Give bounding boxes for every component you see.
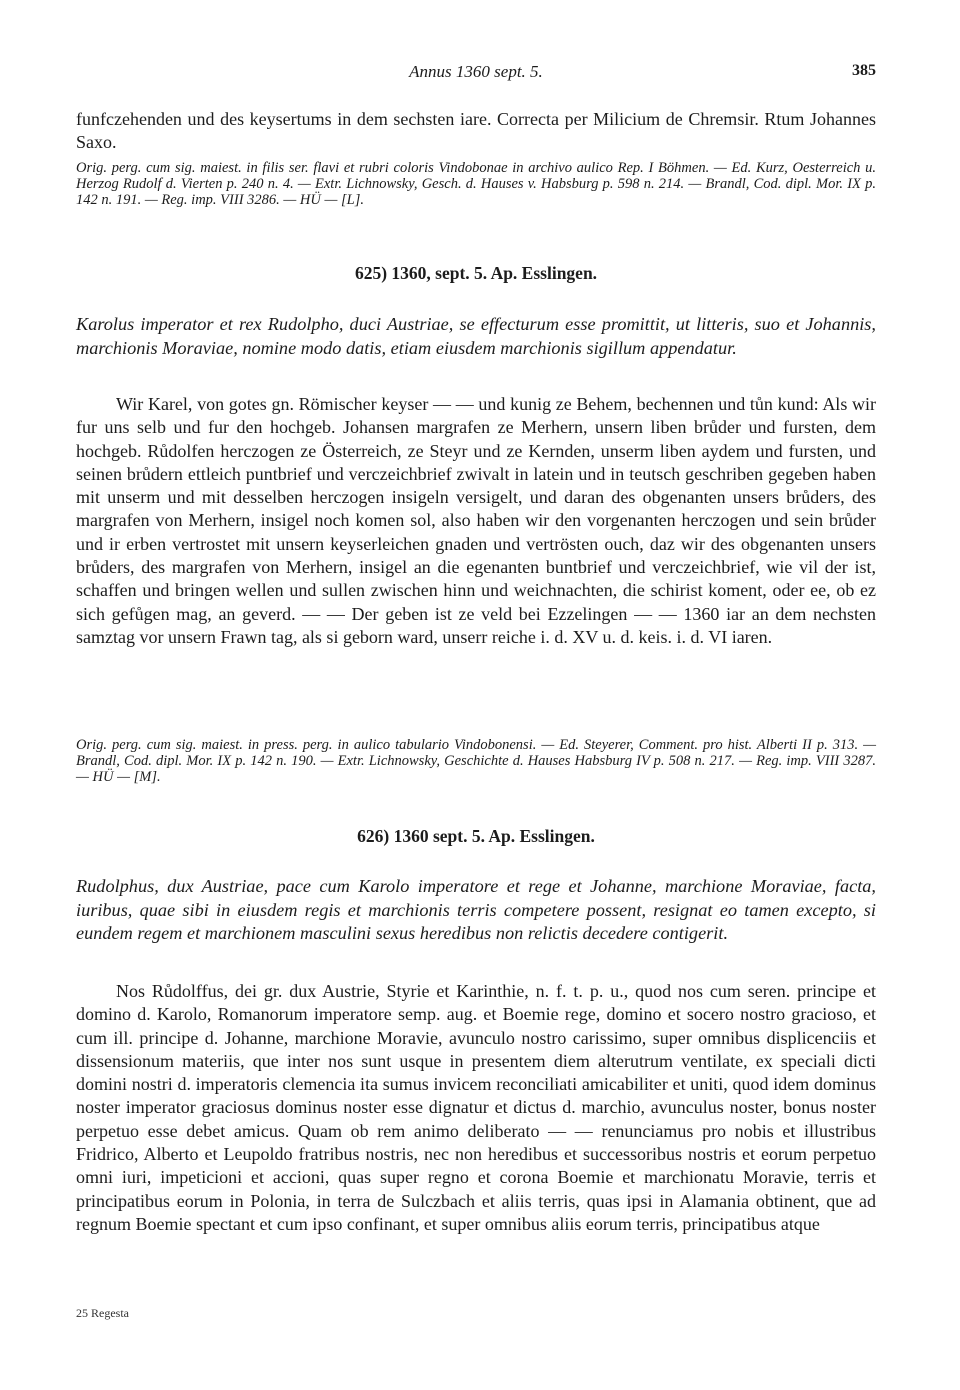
running-title: Annus 1360 sept. 5. [409,62,543,81]
document-625-text: Wir Karel, von gotes gn. Römischer keyser — — und kunig ze Behem, bechennen und tůn kund: Als wir fur uns selb und fur den hochgeb. Johansen margrafen ze Merhern, unsern liben brůder und fursten, dem hochgeb. Růdolfen herczogen ze Österreich, ze Steyr und ze Kernden, unserm liben aydem und fursten, und seinen brůdern ettleich puntbrief und verczeichbrief zwivalt in latein und in teutsch geschriben gegeben haben mit unserm und mit desselben herczogen insigeln versigelt, und daran des obgenanten unsers brůders, des margrafen von Merhern, insigel noch komen sol, also haben wir den vorgenanten herczogen und sein brůder und ir erben vertrostet mit unsern keyserleichen gnaden und vertrösten ouch, daz wir des obgenanten unsers brůders, des margrafen von Merhern, insigel an die egenanten buntbrief und verczeichbrief, wie vil der ist, schaffen und bringen wellen und sullen zwischen hinn und weichnachten, die schirist koment, oder ee, ob ez sich gefůgen mag, an geverd. — — Der geben ist ze veld bei Ezzelingen — — 1360 iar an dem nechsten samztag vor unsern Frawn tag, als si geborn ward, unserr reiche i. d. XV u. d. keis. i. d. VI iaren. [76,394,876,647]
page-number: 385 [852,62,876,79]
document-625-apparatus: Orig. perg. cum sig. maiest. in press. perg. in aulico tabulario Vindobonensi. — Ed. Steyerer, Comment. pro hist. Alberti II p. 313. — Brandl, Cod. dipl. Mor. IX p. 142 n. 190. — Extr. Lichnowsky, Geschichte d. Hauses Habsburg IV p. 508 n. 217. — Reg. imp. VIII 3287. — HÜ — [M]. [76,737,876,786]
running-head [76,62,876,86]
document-625-heading: 625) 1360, sept. 5. Ap. Esslingen. [354,263,598,283]
document-626-text: Nos Růdolffus, dei gr. dux Austrie, Styrie et Karinthie, n. f. t. p. u., quod nos cum seren. principe et domino d. Karolo, Romanorum imperatore semp. aug. et Boemie rege, domino et socero nostro gracioso, et cum ill. principe d. Johanne, marchione Moravie, avunculo nostro carissimo, super omnibus displicenciis et dissensionum materiis, que inter nos sunt usque in presentem diem alterutrum ventilate, ex speciali dicti domini nostri d. imperatoris clemencia ita sumus invicem reconciliati amicabiliter et uniti, quod idem dominus noster imperator graciosus dominus noster esse dignatur et dictus d. marchio, avunculus noster, bonus noster perpetuo esse debet amicus. Quam ob rem animo deliberato — — renunciamus pro nobis et illustribus Fridrico, Alberto et Leupoldo fratribus nostris, nec non heredibus et successoribus nostris et eorum perpetuo omni iuri, impeticioni et accioni, quas super regno et corona Boemie et marchionatu Moravie, terris et principatibus eorum in Polonia, in terra de Sulczbach et aliis terris, quas ipsi in Alamania obtinent, que ad regnum Boemie spectant et cum ipso confinant, et super omnibus aliis eorum terris, principatibus atque [76,981,876,1234]
previous-document-closing: funfczehenden und des keysertums in dem sechsten iare. Correcta per Milicium de Chremsir. Rtum Johannes Saxo. [76,109,876,153]
signature-mark: 25 Regesta [76,1306,129,1320]
document-625-regest: Karolus imperator et rex Rudolpho, duci Austriae, se effecturum esse promittit, ut litteris, suo et Johannis, marchionis Moraviae, nomine modo datis, etiam eiusdem marchionis sigillum appendatur. [76,314,876,358]
document-626-heading: 626) 1360 sept. 5. Ap. Esslingen. [357,826,595,846]
previous-document-text [76,108,876,155]
previous-document-apparatus: Orig. perg. cum sig. maiest. in filis ser. flavi et rubri coloris Vindobonae in archivo aulico Rep. I Böhmen. — Ed. Kurz, Oesterreich u. Herzog Rudolf d. Vierten p. 240 n. 4. — Extr. Lichnowsky, Gesch. d. Hauses v. Habsburg p. 598 n. 214. — Brandl, Cod. dipl. Mor. IX p. 142 n. 191. — Reg. imp. VIII 3286. — HÜ — [L]. [76,160,876,209]
document-626-regest: Rudolphus, dux Austriae, pace cum Karolo imperatore et rege et Johanne, marchione Moraviae, facta, iuribus, quae sibi in eiusdem regis et marchionis terris competere possent, resignat eo tamen excepto, si eundem regem et marchionem masculini sexus heredibus non relictis decedere contigerit. [76,876,876,943]
